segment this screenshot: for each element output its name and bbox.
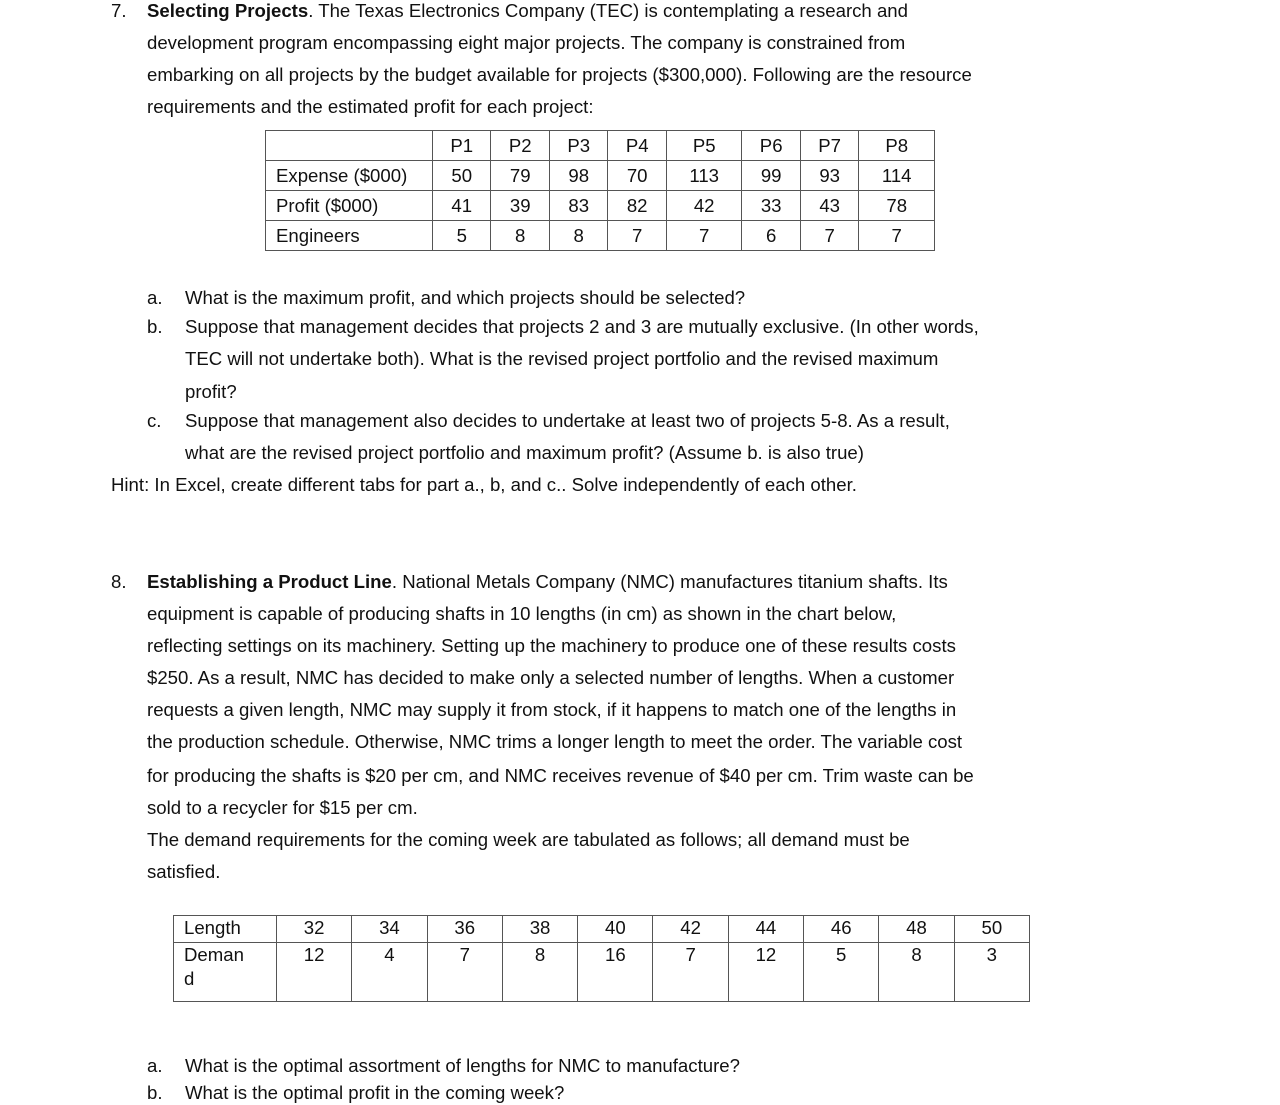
table-row xyxy=(266,161,935,191)
q8-part-a-marker: a. xyxy=(147,1055,163,1076)
table-header-row xyxy=(266,131,935,161)
q7-title: Selecting Projects xyxy=(147,0,309,21)
cell: 83 xyxy=(549,191,607,221)
table-row xyxy=(266,191,935,221)
q8-text: . National Metals Company (NMC) manufactures titanium shafts. Its xyxy=(391,571,948,592)
cell: 32 xyxy=(277,916,352,943)
q7-text: . The Texas Electronics Company (TEC) is contemplating a research and xyxy=(308,0,908,21)
cell: 114 xyxy=(859,161,935,191)
q7-line-2: development program encompassing eight major projects. The company is constrained from xyxy=(147,32,906,53)
q7-part-c-line-2: what are the revised project portfolio and maximum profit? (Assume b. is also true) xyxy=(185,442,864,463)
cell: 16 xyxy=(578,943,653,1002)
cell: 39 xyxy=(491,191,549,221)
q8-title: Establishing a Product Line xyxy=(147,571,392,592)
table-row xyxy=(266,221,935,251)
header-cell: P8 xyxy=(859,131,935,161)
cell: 44 xyxy=(728,916,803,943)
cell: 98 xyxy=(549,161,607,191)
cell: 7 xyxy=(427,943,502,1002)
cell: 7 xyxy=(859,221,935,251)
row-label-part: Deman xyxy=(184,944,244,965)
cell: 7 xyxy=(666,221,742,251)
q7-part-c-marker: c. xyxy=(147,410,162,431)
cell: 8 xyxy=(549,221,607,251)
cell: 4 xyxy=(352,943,427,1002)
q8-line-9: The demand requirements for the coming week are tabulated as follows; all demand must be xyxy=(147,829,910,850)
header-cell: P2 xyxy=(491,131,549,161)
cell: 70 xyxy=(608,161,666,191)
cell: 7 xyxy=(653,943,728,1002)
q7-part-b-line-2: TEC will not undertake both). What is the revised project portfolio and the revised maximum xyxy=(185,348,939,369)
q8-line-2: equipment is capable of producing shafts in 10 lengths (in cm) as shown in the chart below, xyxy=(147,603,897,624)
cell: 8 xyxy=(502,943,577,1002)
cell: 12 xyxy=(277,943,352,1002)
cell: 6 xyxy=(742,221,800,251)
header-cell: P7 xyxy=(800,131,858,161)
cell: 79 xyxy=(491,161,549,191)
q7-part-b-marker: b. xyxy=(147,316,163,337)
q8-line-3: reflecting settings on its machinery. Setting up the machinery to produce one of these results costs xyxy=(147,635,956,656)
q7-hint: Hint: In Excel, create different tabs for part a., b, and c.. Solve independently of each other. xyxy=(111,474,857,495)
cell: 7 xyxy=(800,221,858,251)
row-label: Expense ($000) xyxy=(266,161,433,191)
cell: 5 xyxy=(433,221,491,251)
row-label: Length xyxy=(174,916,277,943)
cell: 36 xyxy=(427,916,502,943)
cell: 43 xyxy=(800,191,858,221)
header-cell: P5 xyxy=(666,131,742,161)
q7-part-b-line-3: profit? xyxy=(185,381,237,402)
q8-line-4: $250. As a result, NMC has decided to make only a selected number of lengths. When a customer xyxy=(147,667,955,688)
header-cell xyxy=(266,131,433,161)
cell: 7 xyxy=(608,221,666,251)
cell: 8 xyxy=(491,221,549,251)
header-cell: P3 xyxy=(549,131,607,161)
q8-line-5: requests a given length, NMC may supply it from stock, if it happens to match one of the lengths in xyxy=(147,699,957,720)
cell: 41 xyxy=(433,191,491,221)
q7-number: 7. xyxy=(111,0,127,21)
cell: 8 xyxy=(879,943,954,1002)
q8-line-6: the production schedule. Otherwise, NMC trims a longer length to meet the order. The variable cost xyxy=(147,731,963,752)
cell: 34 xyxy=(352,916,427,943)
header-cell: P6 xyxy=(742,131,800,161)
cell: 48 xyxy=(879,916,954,943)
q7-line-1 xyxy=(147,0,908,23)
cell: 93 xyxy=(800,161,858,191)
cell: 50 xyxy=(433,161,491,191)
demand-row xyxy=(174,943,1030,1002)
row-label: Profit ($000) xyxy=(266,191,433,221)
row-label xyxy=(174,943,277,1002)
q7-part-c-line-1: Suppose that management also decides to undertake at least two of projects 5-8. As a result, xyxy=(185,410,950,431)
q8-part-a: What is the optimal assortment of lengths for NMC to manufacture? xyxy=(185,1055,740,1076)
header-cell: P4 xyxy=(608,131,666,161)
q7-part-a-marker: a. xyxy=(147,287,163,308)
cell: 42 xyxy=(666,191,742,221)
q8-part-b: What is the optimal profit in the coming week? xyxy=(185,1082,565,1103)
demand-table xyxy=(173,915,1030,1002)
projects-table xyxy=(265,130,935,251)
q7-part-a: What is the maximum profit, and which projects should be selected? xyxy=(185,287,746,308)
cell: 38 xyxy=(502,916,577,943)
q8-line-8: sold to a recycler for $15 per cm. xyxy=(147,797,418,818)
header-cell: P1 xyxy=(433,131,491,161)
row-label-part: d xyxy=(184,968,195,989)
q8-line-7: for producing the shafts is $20 per cm, and NMC receives revenue of $40 per cm. Trim waste can be xyxy=(147,765,974,786)
cell: 5 xyxy=(804,943,879,1002)
cell: 113 xyxy=(666,161,742,191)
q7-part-b-line-1: Suppose that management decides that projects 2 and 3 are mutually exclusive. (In other words, xyxy=(185,316,979,337)
q8-part-b-marker: b. xyxy=(147,1082,163,1103)
cell: 42 xyxy=(653,916,728,943)
cell: 3 xyxy=(954,943,1029,1002)
cell: 40 xyxy=(578,916,653,943)
cell: 33 xyxy=(742,191,800,221)
q8-line-1 xyxy=(147,570,948,594)
cell: 50 xyxy=(954,916,1029,943)
cell: 82 xyxy=(608,191,666,221)
cell: 46 xyxy=(804,916,879,943)
length-row xyxy=(174,916,1030,943)
q7-line-3: embarking on all projects by the budget available for projects ($300,000). Following are the resource xyxy=(147,64,972,85)
q7-line-4: requirements and the estimated profit for each project: xyxy=(147,96,594,117)
cell: 78 xyxy=(859,191,935,221)
cell: 12 xyxy=(728,943,803,1002)
q8-number: 8. xyxy=(111,571,127,592)
cell: 99 xyxy=(742,161,800,191)
row-label: Engineers xyxy=(266,221,433,251)
q8-line-10: satisfied. xyxy=(147,861,221,882)
